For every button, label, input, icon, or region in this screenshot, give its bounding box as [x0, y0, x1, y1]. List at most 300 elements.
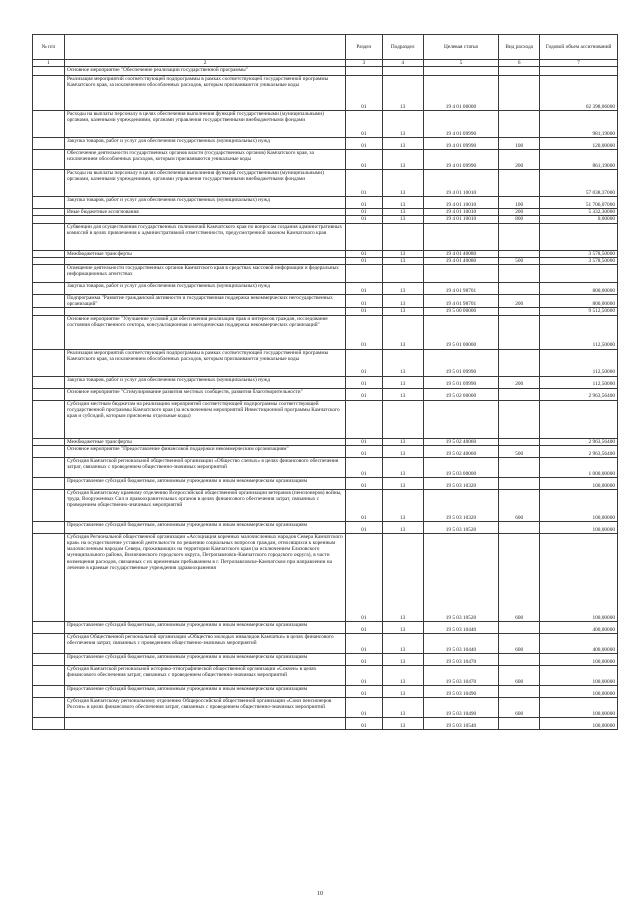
cell-expense-type: 600 — [499, 633, 540, 653]
cell-expense-type — [499, 283, 540, 295]
cell-section: 01 — [346, 489, 383, 521]
cell-subsection: 13 — [382, 315, 423, 349]
cell-section: 01 — [346, 533, 383, 621]
table-row — [33, 717, 618, 729]
cell-section: 01 — [346, 685, 383, 697]
cell-name: Расходы на выплаты персоналу в целях обеспечения выполнения функций государственными (муниципальными) органами, казенными учреждениями, органами управления государственными внебюджетными фондами — [64, 111, 345, 138]
cell-target-article — [423, 223, 498, 250]
cell-number — [33, 257, 65, 264]
cell-section: 01 — [346, 76, 383, 111]
cell-section: 01 — [346, 438, 383, 445]
header-section: Раздел — [346, 35, 383, 60]
cell-amount: 112,50000 — [540, 349, 618, 376]
cell-name: Предоставление субсидий бюджетным, автономным учреждениям и иным некоммерческим организациям — [64, 477, 345, 489]
cell-section: 01 — [346, 457, 383, 477]
cell-expense-type: 800 — [499, 216, 540, 223]
cell-name: Закупка товаров, работ и услуг для обеспечения государственных (муниципальных) нужд — [64, 197, 345, 209]
cell-number — [33, 400, 65, 438]
cell-amount: 100,00000 — [540, 653, 618, 665]
table-row — [33, 438, 618, 445]
cell-target-article: 19 4 01 10010 — [423, 197, 498, 209]
cell-name: Субсидия Камчатскому региональному отделению Общероссийской общественной организации «Союз пенсионеров России» в целях финансового обеспечения затрат, связанных с проведением общественно-значимых мероприятий — [64, 697, 345, 717]
cell-target-article: 19 4 01 98701 — [423, 295, 498, 308]
cell-name: Подпрограмма "Развитие гражданской активности и государственная поддержка некоммерческих негосударственных организаций" — [64, 295, 345, 308]
cell-section: 01 — [346, 665, 383, 685]
cell-target-article: 19 5 03 10470 — [423, 653, 498, 665]
cell-amount: 861,19000 — [540, 150, 618, 170]
cell-target-article: 19 4 01 10010 — [423, 216, 498, 223]
cell-name: Расходы на выплаты персоналу в целях обеспечения выполнения функций государственными (муниципальными) органами, казенными учреждениями, органами управления государственными внебюджетными фондами — [64, 170, 345, 197]
cell-section: 01 — [346, 315, 383, 349]
column-number: 7 — [540, 60, 618, 67]
cell-expense-type: 500 — [499, 445, 540, 457]
table-row — [33, 138, 618, 150]
cell-section: 01 — [346, 349, 383, 376]
cell-subsection: 13 — [382, 477, 423, 489]
cell-name: Субсидия Камчатскому краевому отделению Всероссийской общественной организации ветеранов (пенсионеров) войны, труда, Вооруженных Сил и правоохранительных органов в целях финансового обеспечения затрат, связанных с проведением общественно-значимых мероприятий — [64, 489, 345, 521]
cell-number — [33, 265, 65, 283]
cell-subsection: 13 — [382, 197, 423, 209]
cell-name — [64, 257, 345, 264]
table-row — [33, 250, 618, 257]
budget-table-sheet — [32, 34, 618, 730]
cell-subsection: 13 — [382, 349, 423, 376]
cell-subsection: 13 — [382, 76, 423, 111]
cell-subsection: 13 — [382, 388, 423, 400]
header-annual-amount: Годовой объем ассигнований — [540, 35, 618, 60]
cell-target-article: 19 4 01 40080 — [423, 257, 498, 264]
cell-target-article: 19 4 01 00000 — [423, 76, 498, 111]
cell-expense-type — [499, 223, 540, 250]
cell-number — [33, 477, 65, 489]
cell-amount: 3 578,50000 — [540, 257, 618, 264]
cell-expense-type: 500 — [499, 257, 540, 264]
cell-target-article: 19 4 01 10010 — [423, 209, 498, 216]
cell-number — [33, 376, 65, 388]
cell-target-article: 19 4 01 98701 — [423, 283, 498, 295]
cell-name: Межбюджетные трансферты — [64, 250, 345, 257]
cell-amount: 100,00000 — [540, 533, 618, 621]
cell-amount: 3 578,50000 — [540, 250, 618, 257]
cell-target-article: 19 4 01 09990 — [423, 138, 498, 150]
cell-target-article: 19 5 01 09990 — [423, 376, 498, 388]
cell-subsection: 13 — [382, 376, 423, 388]
column-number: 3 — [346, 60, 383, 67]
cell-expense-type — [499, 521, 540, 533]
cell-target-article: 19 5 01 00000 — [423, 315, 498, 349]
cell-target-article: 19 5 01 09990 — [423, 349, 498, 376]
column-number: 4 — [382, 60, 423, 67]
table-row — [33, 111, 618, 138]
cell-number — [33, 621, 65, 633]
cell-section: 01 — [346, 170, 383, 197]
cell-name: Основное мероприятие "Улучшение условий для обеспечения реализации прав и интересов граждан, исследование состояния общественного сектора, консультационная и методическая поддержка некоммерческих организаций" — [64, 315, 345, 349]
cell-number — [33, 653, 65, 665]
cell-number — [33, 521, 65, 533]
cell-subsection: 13 — [382, 521, 423, 533]
cell-number — [33, 223, 65, 250]
cell-subsection: 13 — [382, 170, 423, 197]
table-row — [33, 170, 618, 197]
cell-section — [346, 265, 383, 283]
cell-number — [33, 445, 65, 457]
cell-number — [33, 717, 65, 729]
cell-expense-type — [499, 67, 540, 76]
cell-expense-type — [499, 250, 540, 257]
cell-name: Субсидия Камчатской региональной общественной организации «Общество слепых» в целях финансового обеспечения затрат, связанных с проведением общественно-значимых мероприятий — [64, 457, 345, 477]
cell-target-article: 19 5 03 10440 — [423, 633, 498, 653]
cell-amount: 120,00000 — [540, 138, 618, 150]
cell-name: Закупка товаров, работ и услуг для обеспечения государственных (муниципальных) нужд — [64, 283, 345, 295]
cell-name: Основное мероприятие "Стимулирование развития местных сообществ, развития благотворительности" — [64, 388, 345, 400]
cell-number — [33, 250, 65, 257]
cell-section: 01 — [346, 633, 383, 653]
table-row — [33, 633, 618, 653]
cell-expense-type: 100 — [499, 138, 540, 150]
cell-subsection: 13 — [382, 150, 423, 170]
table-row — [33, 533, 618, 621]
cell-name — [64, 216, 345, 223]
cell-expense-type — [499, 400, 540, 438]
cell-section — [346, 400, 383, 438]
header-target-article: Целевая статья — [423, 35, 498, 60]
cell-expense-type: 100 — [499, 197, 540, 209]
cell-expense-type — [499, 685, 540, 697]
cell-number — [33, 170, 65, 197]
cell-section: 01 — [346, 257, 383, 264]
table-row — [33, 308, 618, 315]
cell-number — [33, 197, 65, 209]
cell-number — [33, 489, 65, 521]
cell-name: Освещение деятельности государственных органов Камчатского края в средствах массовой информации и федеральных информационных агентствах — [64, 265, 345, 283]
cell-amount: 100,00000 — [540, 717, 618, 729]
table-row — [33, 150, 618, 170]
cell-expense-type — [499, 170, 540, 197]
cell-subsection: 13 — [382, 295, 423, 308]
table-row — [33, 388, 618, 400]
cell-expense-type — [499, 653, 540, 665]
cell-section: 01 — [346, 376, 383, 388]
cell-target-article — [423, 67, 498, 76]
cell-name: Предоставление субсидий бюджетным, автономным учреждениям и иным некоммерческим организациям — [64, 685, 345, 697]
cell-section: 01 — [346, 197, 383, 209]
cell-target-article: 19 5 02 40060 — [423, 445, 498, 457]
cell-expense-type: 200 — [499, 295, 540, 308]
cell-amount: 800,00000 — [540, 283, 618, 295]
cell-amount — [540, 67, 618, 76]
cell-subsection: 13 — [382, 250, 423, 257]
cell-amount: 0,00000 — [540, 216, 618, 223]
cell-amount: 57 038,37000 — [540, 170, 618, 197]
table-body — [33, 67, 618, 730]
cell-target-article: 19 5 02 00000 — [423, 388, 498, 400]
cell-subsection: 13 — [382, 445, 423, 457]
table-row — [33, 376, 618, 388]
cell-subsection: 13 — [382, 457, 423, 477]
cell-number — [33, 457, 65, 477]
cell-subsection: 13 — [382, 216, 423, 223]
cell-number — [33, 150, 65, 170]
cell-amount: 2 963,56400 — [540, 445, 618, 457]
cell-subsection: 13 — [382, 138, 423, 150]
column-number: 6 — [499, 60, 540, 67]
cell-name: Иные бюджетные ассигнования — [64, 209, 345, 216]
cell-amount: 112,50000 — [540, 315, 618, 349]
page-number: 10 — [317, 891, 323, 897]
table-row — [33, 697, 618, 717]
cell-target-article: 19 5 03 10520 — [423, 533, 498, 621]
table-row — [33, 197, 618, 209]
cell-section: 01 — [346, 216, 383, 223]
cell-expense-type: 200 — [499, 209, 540, 216]
cell-name: Обеспечение деятельности государственных органов власти (государственных органов) Камчатского края, за исключением обособленных расходов, которым присваиваются уникальные коды — [64, 150, 345, 170]
cell-target-article — [423, 400, 498, 438]
cell-name: Предоставление субсидий бюджетным, автономным учреждениям и иным некоммерческим организациям — [64, 653, 345, 665]
cell-number — [33, 138, 65, 150]
column-number-row — [33, 60, 618, 67]
cell-amount: 800,00000 — [540, 295, 618, 308]
cell-number — [33, 209, 65, 216]
column-number: 1 — [33, 60, 65, 67]
cell-number — [33, 111, 65, 138]
cell-name: Закупка товаров, работ и услуг для обеспечения государственных (муниципальных) нужд — [64, 376, 345, 388]
cell-subsection: 13 — [382, 665, 423, 685]
cell-subsection: 13 — [382, 111, 423, 138]
cell-expense-type — [499, 315, 540, 349]
table-row — [33, 621, 618, 633]
cell-target-article: 19 5 03 10490 — [423, 697, 498, 717]
cell-subsection: 13 — [382, 257, 423, 264]
cell-amount — [540, 265, 618, 283]
cell-expense-type — [499, 349, 540, 376]
table-row — [33, 315, 618, 349]
cell-amount: 2 963,56400 — [540, 438, 618, 445]
cell-expense-type — [499, 308, 540, 315]
cell-amount: 62 398,06000 — [540, 76, 618, 111]
budget-table — [32, 34, 618, 730]
header-name — [64, 35, 345, 60]
cell-target-article: 19 5 03 10490 — [423, 685, 498, 697]
cell-number — [33, 67, 65, 76]
cell-number — [33, 665, 65, 685]
cell-target-article — [423, 265, 498, 283]
cell-subsection: 13 — [382, 308, 423, 315]
cell-name: Основное мероприятие "Предоставление финансовой поддержки некоммерческим организациям" — [64, 445, 345, 457]
cell-subsection: 13 — [382, 653, 423, 665]
cell-expense-type — [499, 111, 540, 138]
cell-target-article: 19 4 01 09990 — [423, 150, 498, 170]
cell-section: 01 — [346, 150, 383, 170]
cell-name: Субсидия Общественной региональной организации «Общество молодых инвалидов Камчатки» в целях финансового обеспечения затрат, связанных с проведением общественно-значимых мероприятий — [64, 633, 345, 653]
cell-amount: 9 512,50000 — [540, 308, 618, 315]
cell-expense-type: 600 — [499, 697, 540, 717]
cell-name: Закупка товаров, работ и услуг для обеспечения государственных (муниципальных) нужд — [64, 138, 345, 150]
cell-number — [33, 295, 65, 308]
cell-section — [346, 223, 383, 250]
cell-amount: 400,00000 — [540, 621, 618, 633]
cell-section: 01 — [346, 250, 383, 257]
cell-target-article: 19 5 00 00000 — [423, 308, 498, 315]
cell-amount: 100,00000 — [540, 477, 618, 489]
cell-subsection: 13 — [382, 438, 423, 445]
cell-target-article: 19 4 01 40080 — [423, 250, 498, 257]
cell-expense-type: 200 — [499, 376, 540, 388]
cell-name: Субсидия Региональной общественной организации «Ассоциация коренных малочисленных народов Севера Камчатского края» на осуществление уставной деятельности по решению социальных вопросов граждан, относящихся к коренным малочисленным народам Севера, проживающих на территории Камчатского края (за исключением Елизовского муниципального района, Вилючинского городского округа, Петропавловск-Камчатского городского округа), в части возмещения расходов, связанных с их временным пребыванием в г. Петропавловске-Камчатском при направлении на лечение в краевые государственные учреждения здравоохранения — [64, 533, 345, 621]
table-row — [33, 477, 618, 489]
column-number: 2 — [64, 60, 345, 67]
cell-expense-type — [499, 457, 540, 477]
cell-section: 01 — [346, 697, 383, 717]
cell-subsection — [382, 400, 423, 438]
cell-amount: 51 706,07000 — [540, 197, 618, 209]
table-row — [33, 257, 618, 264]
table-row — [33, 209, 618, 216]
cell-expense-type — [499, 477, 540, 489]
table-row — [33, 653, 618, 665]
header-number: № п/п — [33, 35, 65, 60]
cell-subsection: 13 — [382, 717, 423, 729]
cell-number — [33, 315, 65, 349]
cell-section: 01 — [346, 308, 383, 315]
cell-amount: 1 000,00000 — [540, 457, 618, 477]
header-expense-type: Вид расхода — [499, 35, 540, 60]
cell-expense-type: 600 — [499, 489, 540, 521]
cell-subsection — [382, 223, 423, 250]
cell-amount: 112,50000 — [540, 376, 618, 388]
table-row — [33, 685, 618, 697]
cell-expense-type — [499, 388, 540, 400]
cell-section: 01 — [346, 138, 383, 150]
table-row — [33, 295, 618, 308]
cell-amount: 5 332,30000 — [540, 209, 618, 216]
cell-name: Реализация мероприятий соответствующей подпрограммы в рамках соответствующей государственной программы Камчатского края, за исключением обособленных расходов, которым присваиваются уникальные коды — [64, 349, 345, 376]
cell-expense-type — [499, 621, 540, 633]
table-row — [33, 445, 618, 457]
cell-amount: 400,00000 — [540, 633, 618, 653]
cell-amount: 100,00000 — [540, 489, 618, 521]
cell-section — [346, 67, 383, 76]
table-row — [33, 665, 618, 685]
cell-expense-type — [499, 265, 540, 283]
cell-target-article: 19 5 03 10320 — [423, 477, 498, 489]
cell-section: 01 — [346, 621, 383, 633]
cell-subsection — [382, 265, 423, 283]
cell-target-article: 19 4 01 10010 — [423, 170, 498, 197]
cell-subsection: 13 — [382, 685, 423, 697]
cell-subsection: 13 — [382, 633, 423, 653]
cell-number — [33, 685, 65, 697]
cell-section: 01 — [346, 445, 383, 457]
table-row — [33, 283, 618, 295]
table-row — [33, 349, 618, 376]
cell-number — [33, 308, 65, 315]
cell-target-article: 19 5 02 40060 — [423, 438, 498, 445]
table-row — [33, 216, 618, 223]
cell-amount: 100,00000 — [540, 521, 618, 533]
cell-target-article: 19 4 01 09990 — [423, 111, 498, 138]
cell-name: Основное мероприятие "Обеспечение реализации государственной программы" — [64, 67, 345, 76]
table-header-row — [33, 35, 618, 60]
cell-amount: 2 963,56400 — [540, 388, 618, 400]
cell-subsection: 13 — [382, 533, 423, 621]
cell-subsection: 13 — [382, 283, 423, 295]
cell-section: 01 — [346, 521, 383, 533]
cell-section: 01 — [346, 477, 383, 489]
cell-section: 01 — [346, 717, 383, 729]
cell-section: 01 — [346, 283, 383, 295]
cell-number — [33, 283, 65, 295]
cell-number — [33, 438, 65, 445]
cell-name: Межбюджетные трансферты — [64, 438, 345, 445]
cell-expense-type: 600 — [499, 665, 540, 685]
cell-subsection: 13 — [382, 697, 423, 717]
cell-section: 01 — [346, 209, 383, 216]
table-row — [33, 223, 618, 250]
table-row — [33, 265, 618, 283]
cell-amount: 100,00000 — [540, 685, 618, 697]
cell-number — [33, 533, 65, 621]
cell-subsection: 13 — [382, 621, 423, 633]
cell-expense-type — [499, 438, 540, 445]
table-row — [33, 521, 618, 533]
cell-name — [64, 717, 345, 729]
cell-amount — [540, 223, 618, 250]
cell-target-article: 19 5 03 10440 — [423, 621, 498, 633]
cell-target-article: 19 5 03 10540 — [423, 717, 498, 729]
cell-amount: 100,00000 — [540, 697, 618, 717]
cell-expense-type: 200 — [499, 150, 540, 170]
cell-target-article: 19 5 03 10520 — [423, 521, 498, 533]
cell-name — [64, 308, 345, 315]
table-row — [33, 400, 618, 438]
cell-name: Субсидии местным бюджетам на реализацию мероприятий соответствующей подпрограммы соответствующей государственной программы Камчатского края (за исключением мероприятий Инвестиционной программы Камчатского края и субсидий, которым присвоены отдельные коды) — [64, 400, 345, 438]
cell-number — [33, 388, 65, 400]
cell-target-article: 19 5 03 10470 — [423, 665, 498, 685]
cell-amount: 100,00000 — [540, 665, 618, 685]
cell-number — [33, 216, 65, 223]
table-row — [33, 67, 618, 76]
cell-target-article: 19 5 03 00000 — [423, 457, 498, 477]
cell-subsection: 13 — [382, 489, 423, 521]
cell-name: Предоставление субсидий бюджетным, автономным учреждениям и иным некоммерческим организациям — [64, 621, 345, 633]
header-subsection: Подраздел — [382, 35, 423, 60]
table-row — [33, 489, 618, 521]
cell-expense-type: 600 — [499, 533, 540, 621]
cell-name: Предоставление субсидий бюджетным, автономным учреждениям и иным некоммерческим организациям — [64, 521, 345, 533]
cell-amount: 981,19000 — [540, 111, 618, 138]
cell-target-article: 19 5 03 10320 — [423, 489, 498, 521]
cell-amount — [540, 400, 618, 438]
cell-name: Субсидия Камчатской региональной историко-этнографической общественной организации «Сокчен» в целях финансового обеспечения затрат, связанных с проведением общественно-значимых мероприятий — [64, 665, 345, 685]
cell-name: Субвенции для осуществления государственных полномочий Камчатского края по вопросам создания административных комиссий в целях привлечения к административной ответственности, предусмотренной законом Камчатского края — [64, 223, 345, 250]
cell-name: Реализация мероприятий соответствующей подпрограммы в рамках соответствующей государственной программы Камчатского края, за исключением обособленных расходов, которым присваиваются уникальные коды — [64, 76, 345, 111]
cell-expense-type — [499, 76, 540, 111]
cell-section: 01 — [346, 653, 383, 665]
cell-number — [33, 697, 65, 717]
cell-number — [33, 76, 65, 111]
cell-section: 01 — [346, 388, 383, 400]
cell-section: 01 — [346, 111, 383, 138]
cell-number — [33, 633, 65, 653]
table-row — [33, 457, 618, 477]
cell-expense-type — [499, 717, 540, 729]
column-number: 5 — [423, 60, 498, 67]
cell-subsection — [382, 67, 423, 76]
cell-section: 01 — [346, 295, 383, 308]
table-row — [33, 76, 618, 111]
cell-subsection: 13 — [382, 209, 423, 216]
cell-number — [33, 349, 65, 376]
